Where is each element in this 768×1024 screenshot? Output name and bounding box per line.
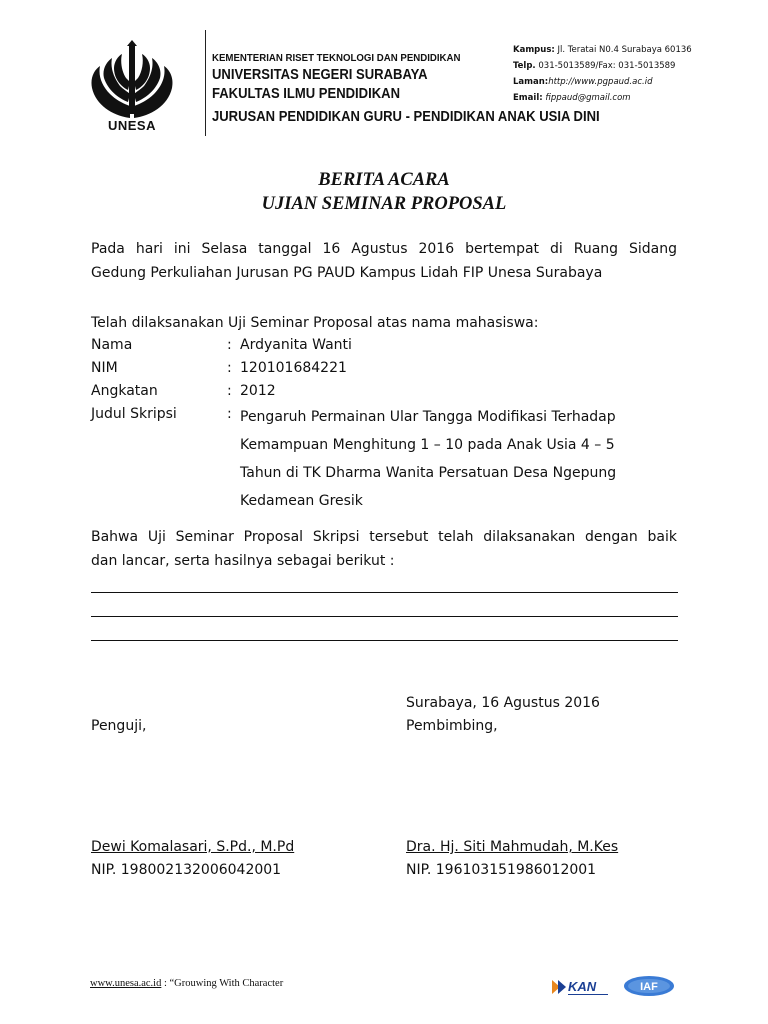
thesis-title-line: Kemampuan Menghitung 1 – 10 pada Anak Usia 4 – 5 bbox=[240, 437, 615, 453]
thesis-title bbox=[240, 403, 660, 515]
result-line-2: dan lancar, serta hasilnya sebagai berikut : bbox=[91, 553, 395, 569]
examiner-nip: NIP. 198002132006042001 bbox=[91, 862, 282, 878]
student-heading: Telah dilaksanakan Uji Seminar Proposal atas nama mahasiswa: bbox=[91, 315, 539, 331]
document-title: BERITA ACARA bbox=[318, 170, 450, 190]
field-colon: : bbox=[227, 406, 232, 422]
field-label: Nama bbox=[91, 337, 133, 353]
field-label: NIM bbox=[91, 360, 118, 376]
contact-email: Email: fippaud@gmail.com bbox=[513, 93, 631, 103]
footer-text: www.unesa.ac.id : “Grouwing With Character bbox=[90, 978, 284, 989]
field-value: 120101684221 bbox=[240, 360, 347, 376]
faculty-name: FAKULTAS ILMU PENDIDIKAN bbox=[212, 86, 401, 102]
result-line-1: Bahwa Uji Seminar Proposal Skripsi tersebut telah dilaksanakan dengan baik bbox=[91, 529, 677, 545]
supervisor-role: Pembimbing, bbox=[406, 718, 498, 734]
examiner-name: Dewi Komalasari, S.Pd., M.Pd bbox=[91, 839, 295, 855]
ministry-name: KEMENTERIAN RISET TEKNOLOGI DAN PENDIDIKAN bbox=[212, 52, 461, 64]
iaf-label: IAF bbox=[640, 981, 658, 993]
thesis-title-line: Pengaruh Permainan Ular Tangga Modifikasi Terhadap bbox=[240, 409, 616, 425]
thesis-title-line: Kedamean Gresik bbox=[240, 493, 363, 509]
place-date: Surabaya, 16 Agustus 2016 bbox=[406, 695, 600, 711]
contact-campus: Kampus: Jl. Teratai N0.4 Surabaya 60136 bbox=[513, 45, 692, 55]
university-name: UNIVERSITAS NEGERI SURABAYA bbox=[212, 67, 428, 83]
document-subtitle: UJIAN SEMINAR PROPOSAL bbox=[261, 194, 507, 214]
kan-accreditation-logo bbox=[550, 974, 612, 1000]
result-blank-line bbox=[91, 616, 678, 617]
contact-block bbox=[513, 42, 692, 106]
kan-label: KAN bbox=[568, 979, 597, 994]
intro-line-2: Gedung Perkuliahan Jurusan PG PAUD Kampus Lidah FIP Unesa Surabaya bbox=[91, 265, 603, 281]
result-blank-line bbox=[91, 640, 678, 641]
field-value: Ardyanita Wanti bbox=[240, 337, 352, 353]
examiner-role: Penguji, bbox=[91, 718, 147, 734]
logo-wordmark: UNESA bbox=[107, 118, 156, 133]
contact-website: Laman:http://www.pgpaud.ac.id bbox=[513, 77, 653, 87]
department-name: JURUSAN PENDIDIKAN GURU - PENDIDIKAN ANAK USIA DINI bbox=[212, 109, 600, 125]
header-divider bbox=[205, 30, 206, 136]
footer-tagline: “Grouwing With Character bbox=[169, 978, 284, 989]
field-label: Judul Skripsi bbox=[91, 406, 177, 422]
intro-line-1: Pada hari ini Selasa tanggal 16 Agustus 2016 bertempat di Ruang Sidang bbox=[91, 241, 677, 257]
field-colon: : bbox=[227, 383, 232, 399]
supervisor-nip: NIP. 196103151986012001 bbox=[406, 862, 597, 878]
contact-phone: Telp. 031-5013589/Fax: 031-5013589 bbox=[513, 61, 676, 71]
thesis-title-line: Tahun di TK Dharma Wanita Persatuan Desa Ngepung bbox=[240, 465, 617, 481]
supervisor-name: Dra. Hj. Siti Mahmudah, M.Kes bbox=[406, 839, 619, 855]
field-label: Angkatan bbox=[91, 383, 158, 399]
result-blank-line bbox=[91, 592, 678, 593]
field-value: 2012 bbox=[240, 383, 276, 399]
footer-website-link[interactable]: www.unesa.ac.id bbox=[90, 978, 162, 989]
field-colon: : bbox=[227, 337, 232, 353]
field-colon: : bbox=[227, 360, 232, 376]
iaf-accreditation-logo bbox=[622, 974, 676, 998]
